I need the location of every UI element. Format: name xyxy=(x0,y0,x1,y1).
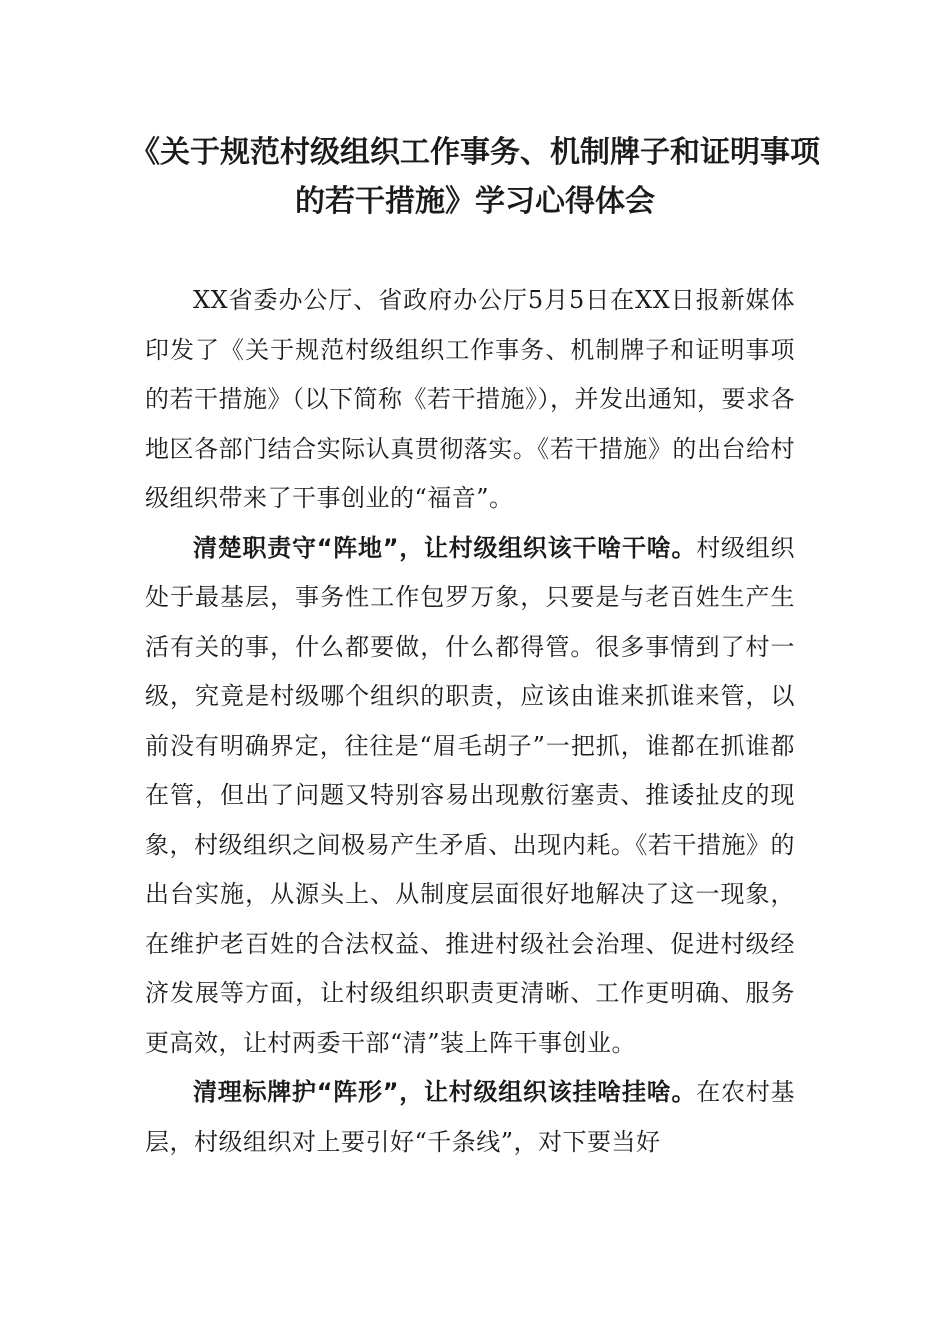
paragraph-3-text: 在农村基层，村级组织对上要引好“千条线”，对下要当好 xyxy=(145,1078,796,1156)
paragraph-1 xyxy=(145,276,795,524)
document-body xyxy=(145,276,795,1167)
paragraph-2-text: 村级组织处于最基层，事务性工作包罗万象，只要是与老百姓生产生活有关的事，什么都要做，什么都得管。很多事情到了村一级，究竟是村级哪个组织的职责，应该由谁来抓谁来管，以前没有明确界定，往往是“眉毛胡子”一把抓，谁都在抓谁都在管，但出了问题又特别容易出现敷衍塞责、推诿扯皮的现象，村级组织之间极易产生矛盾、出现内耗。《若干措施》的出台实施，从源头上、从制度层面很好地解决了这一现象，在维护老百姓的合法权益、推进村级社会治理、促进村级经济发展等方面，让村级组织职责更清晰、工作更明确、服务更高效，让村两委干部“清”装上阵干事创业。 xyxy=(145,533,796,1057)
title-line-1: 《关于规范村级组织工作事务、机制牌子和证明事项 xyxy=(130,135,820,170)
document-title xyxy=(100,128,850,226)
paragraph-3-heading: 清理标牌护“阵形”，让村级组织该挂啥挂啥。 xyxy=(193,1078,697,1106)
paragraph-3 xyxy=(145,1068,795,1167)
paragraph-1-text: XX省委办公厅、省政府办公厅5月5日在XX日报新媒体印发了《关于规范村级组织工作事务、机制牌子和证明事项的若干措施》（以下简称《若干措施》），并发出通知，要求各地区各部门结合实际认真贯彻落实。《若干措施》的出台给村级组织带来了干事创业的“福音”。 xyxy=(145,286,795,512)
paragraph-2 xyxy=(145,524,795,1069)
paragraph-2-heading: 清楚职责守“阵地”，让村级组织该干啥干啥。 xyxy=(193,533,697,562)
title-line-2: 的若干措施》学习心得体会 xyxy=(295,184,655,219)
